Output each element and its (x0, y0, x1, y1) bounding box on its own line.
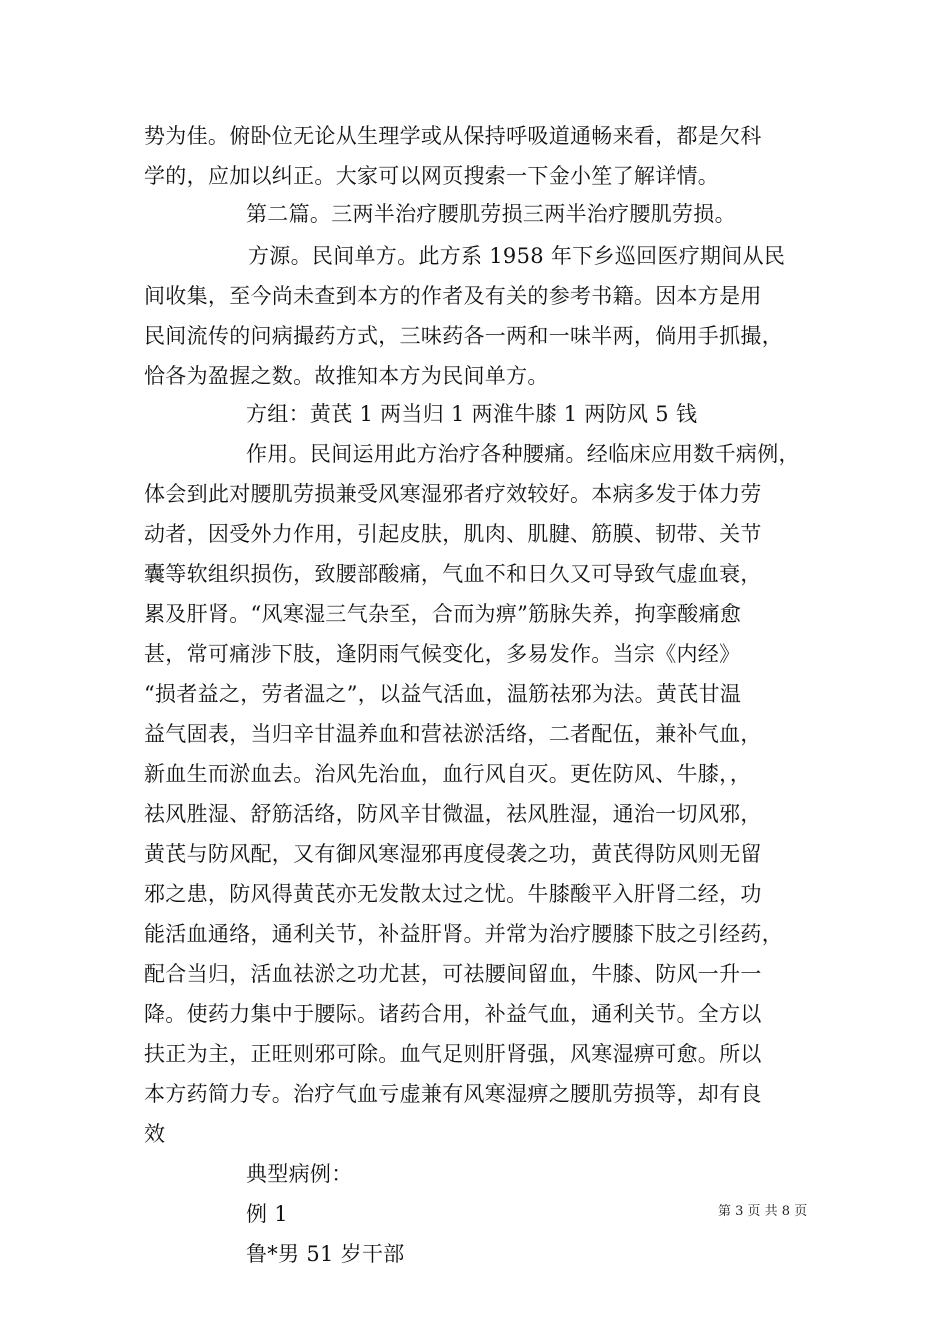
text-line: 甚，常可痛涉下肢，逢阴雨气候变化，多易发作。当宗《内经》 (144, 642, 741, 666)
text-line: 祛风胜湿、舒筋活络，防风辛甘微温，祛风胜湿，通治一切风邪， (144, 802, 762, 826)
text-line: 势为佳。俯卧位无论从生理学或从保持呼吸道通畅来看，都是欠科 (144, 124, 762, 148)
text-line: 邪之患，防风得黄芪亦无发散太过之忧。牛膝酸平入肝肾二经，功 (144, 882, 762, 906)
text-line: 作用。民间运用此方治疗各种腰痛。经临床应用数千病例， (246, 442, 800, 466)
case-heading: 典型病例： (246, 1162, 353, 1186)
text-line: 间收集，至今尚未查到本方的作者及有关的参考书籍。因本方是用 (144, 284, 762, 308)
text-line: 学的，应加以纠正。大家可以网页搜索一下金小笙了解详情。 (144, 164, 720, 188)
text-line: “损者益之，劳者温之”，以益气活血，温筋祛邪为法。黄芪甘温 (144, 682, 742, 706)
text-line: 方源。民间单方。此方系 1958 年下乡巡回医疗期间从民 (248, 244, 786, 268)
case-number: 例 1 (246, 1202, 288, 1226)
text-line: 效 (144, 1122, 166, 1146)
text-line: 降。使药力集中于腰际。诸药合用，补益气血，通利关节。全方以 (144, 1002, 762, 1026)
text-line: 益气固表，当归辛甘温养血和营祛淤活络，二者配伍，兼补气血， (144, 722, 762, 746)
page-footer: 第 3 页 共 8 页 (718, 1204, 808, 1219)
text-line: 动者，因受外力作用，引起皮肤，肌肉、肌腱、筋膜、韧带、关节 (144, 522, 762, 546)
text-line: 黄芪与防风配，又有御风寒湿邪再度侵袭之功，黄芪得防风则无留 (144, 842, 762, 866)
case-patient: 鲁*男 51 岁干部 (246, 1242, 405, 1266)
text-line: 体会到此对腰肌劳损兼受风寒湿邪者疗效较好。本病多发于体力劳 (144, 482, 762, 506)
text-line: 恰各为盈握之数。故推知本方为民间单方。 (144, 364, 549, 388)
text-line: 配合当归，活血祛淤之功尤甚，可祛腰间留血，牛膝、防风一升一 (144, 962, 762, 986)
text-line: 能活血通络，通利关节，补益肝肾。并常为治疗腰膝下肢之引经药， (144, 922, 783, 946)
text-line: 囊等软组织损伤，致腰部酸痛，气血不和日久又可导致气虚血衰， (144, 562, 762, 586)
section-heading: 第二篇。三两半治疗腰肌劳损三两半治疗腰肌劳损。 (246, 202, 736, 226)
text-line: 扶正为主，正旺则邪可除。血气足则肝肾强，风寒湿痹可愈。所以 (144, 1042, 762, 1066)
text-line: 民间流传的问病撮药方式，三味药各一两和一味半两，倘用手抓撮， (144, 324, 783, 348)
prescription-line: 方组：黄芪 1 两当归 1 两淮牛膝 1 两防风 5 钱 (246, 402, 698, 426)
text-line: 新血生而淤血去。治风先治血，血行风自灭。更佐防风、牛膝，， (144, 762, 752, 786)
text-line: 本方药简力专。治疗气血亏虚兼有风寒湿痹之腰肌劳损等，却有良 (144, 1082, 762, 1106)
text-line: 累及肝肾。“风寒湿三气杂至，合而为痹”筋脉失养，拘挛酸痛愈 (144, 602, 742, 626)
